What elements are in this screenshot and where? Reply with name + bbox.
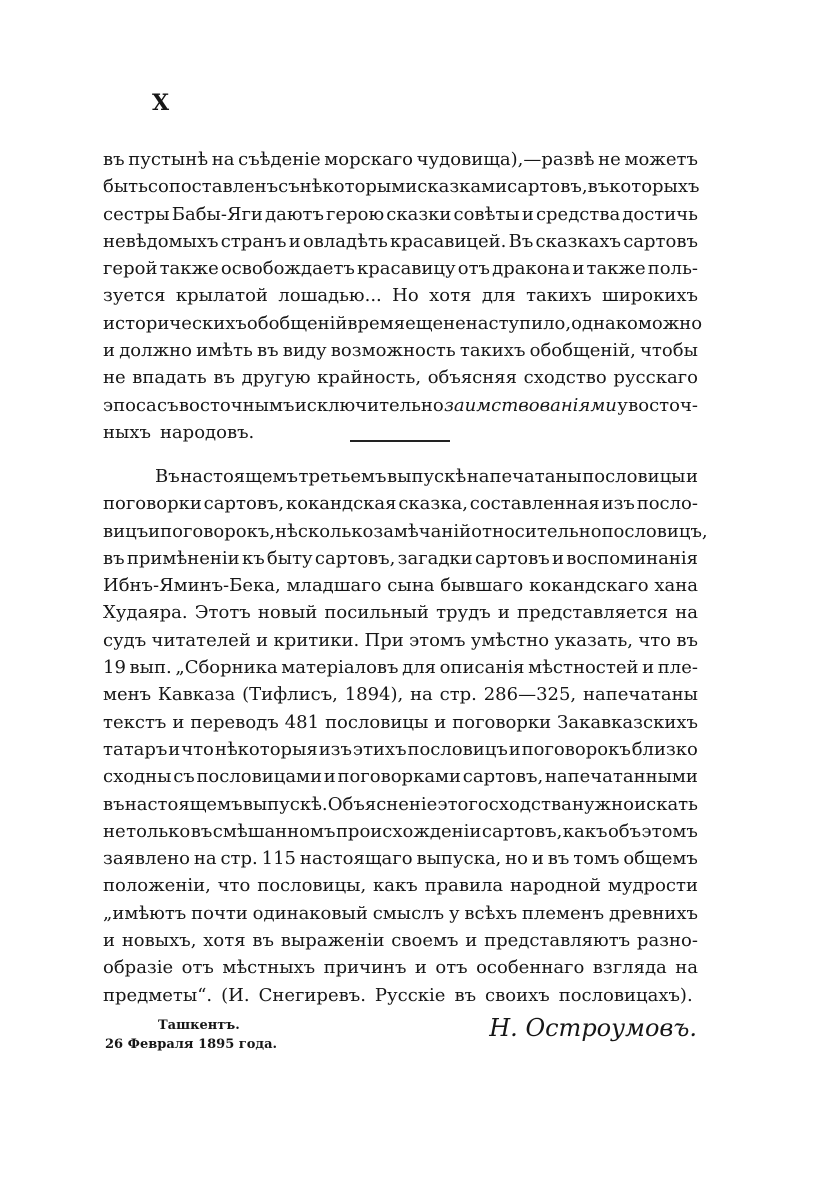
word: обобщеній: [246, 312, 348, 334]
word: средства: [535, 203, 621, 225]
word: смыслъ: [372, 902, 445, 924]
word: положеніи,: [103, 875, 211, 897]
word: какъ: [373, 875, 418, 897]
word: морскаго: [324, 149, 413, 170]
word: особеннаго: [476, 957, 585, 979]
word: умѣстно: [470, 629, 550, 651]
word: указать,: [554, 629, 633, 651]
word: нѣкоторыя: [214, 738, 318, 760]
word: мѣстныхъ: [222, 957, 316, 979]
word: новыхъ,: [121, 930, 197, 952]
word: 286—325,: [483, 684, 577, 706]
word: напечатаны: [582, 684, 698, 706]
word: поговорокъ: [521, 738, 631, 760]
word: имѣть: [196, 340, 253, 362]
word: странъ: [220, 230, 287, 252]
word: сходство: [523, 367, 607, 389]
word: кокандская: [285, 493, 397, 515]
word: заявлено: [103, 848, 190, 870]
text-line: [103, 982, 698, 1009]
word: на: [410, 684, 433, 706]
word: и: [531, 848, 544, 870]
word: и: [508, 738, 521, 760]
word: что: [638, 629, 672, 651]
word: ныхъ: [103, 421, 151, 443]
word: и: [521, 203, 534, 225]
word: (Тифлисъ,: [242, 684, 338, 706]
word: пле-: [657, 657, 698, 679]
text-line: [103, 364, 698, 391]
word: кокандскаго: [529, 575, 649, 597]
word: сартовъ,: [203, 493, 285, 515]
word: трудъ: [436, 602, 491, 624]
word: сартовъ,: [462, 766, 544, 788]
word: третьемъ: [298, 466, 387, 487]
word: При: [364, 629, 404, 651]
word: быть: [103, 176, 148, 198]
word: (И.: [221, 984, 250, 1006]
text-line: [103, 681, 698, 708]
word: правила: [424, 875, 504, 897]
word: чтобы: [640, 340, 698, 362]
text-line: [103, 146, 698, 173]
word: разно-: [636, 930, 698, 952]
word: и: [497, 602, 510, 624]
text-line: [103, 845, 698, 872]
word: причинъ: [323, 957, 407, 979]
word: загадки: [397, 547, 473, 569]
text-line: [103, 518, 708, 545]
word: должно: [119, 340, 192, 362]
word: поговорокъ,: [160, 520, 276, 542]
word: и: [551, 547, 564, 569]
word: этихъ: [352, 738, 407, 760]
word: и: [256, 629, 269, 651]
word: переводъ: [190, 711, 279, 733]
word: другую: [241, 367, 311, 389]
word: восточнымъ: [178, 394, 295, 416]
word: и: [323, 766, 336, 788]
word: и: [148, 520, 161, 542]
word: новый: [257, 602, 318, 624]
word: сына: [387, 575, 435, 597]
word: сартовъ,: [314, 547, 396, 569]
word: стр.: [220, 848, 258, 870]
place-name: Ташкентъ.: [158, 1018, 240, 1033]
word: представляютъ: [484, 930, 631, 952]
word: въ: [190, 820, 213, 842]
word: въ: [454, 984, 477, 1006]
word: взгляда: [592, 957, 667, 979]
word: русскаго: [613, 367, 698, 389]
word: достичь: [622, 203, 698, 225]
word: красавицу: [356, 258, 456, 280]
word: лошадью...: [278, 285, 382, 307]
word: пословицами: [196, 766, 323, 788]
word: посло-: [636, 493, 698, 515]
word: общемъ: [623, 848, 698, 870]
word: и: [465, 930, 478, 952]
word: предметы“.: [103, 984, 213, 1006]
word: и: [168, 738, 181, 760]
word: поговорками: [337, 766, 462, 788]
word: сказкахъ: [535, 230, 621, 252]
word: которыхъ: [609, 176, 700, 198]
word: исключительно: [294, 394, 444, 416]
text-line: [103, 545, 698, 572]
word: въ: [213, 367, 235, 389]
word: даютъ: [265, 203, 324, 225]
place-date-block: [105, 1016, 325, 1054]
text-line: [103, 791, 698, 818]
word: возможность: [330, 340, 456, 362]
word: на: [211, 149, 235, 170]
word: судъ: [103, 629, 147, 651]
word: зуется: [103, 285, 166, 307]
word: такихъ: [459, 340, 526, 362]
text-line: [103, 763, 698, 790]
word: въ: [676, 629, 698, 651]
word: народовъ.: [159, 421, 255, 443]
word: на: [193, 848, 217, 870]
text-line: [103, 337, 698, 364]
word: текстъ: [103, 711, 167, 733]
text-line: [103, 392, 698, 419]
word: настоящемъ: [180, 466, 298, 487]
word: отъ: [181, 957, 214, 979]
word: сходства: [488, 793, 572, 815]
text-line: [103, 173, 698, 200]
word: и: [414, 957, 427, 979]
text-line: [103, 654, 698, 681]
word: пословицахъ).: [558, 984, 693, 1006]
word: мѣстностей: [528, 657, 639, 679]
word: сказки: [386, 203, 452, 225]
word: что: [181, 738, 214, 760]
word: читателей: [151, 629, 251, 651]
word: и: [642, 657, 655, 679]
author-signature: Н. Остроумовъ.: [489, 1014, 697, 1042]
word: объясняя: [427, 367, 517, 389]
word: сходны: [103, 766, 172, 788]
word: всѣхъ: [464, 902, 518, 924]
word: составленная: [469, 493, 600, 515]
word: наступило,: [465, 312, 572, 334]
word: напечатанными: [544, 766, 698, 788]
word: сестры: [103, 203, 170, 225]
word: и: [288, 230, 301, 252]
word: настоящемъ: [124, 793, 243, 815]
text-line: [103, 255, 698, 282]
word: хана: [654, 575, 698, 597]
word: Худаяра.: [103, 602, 188, 624]
word: смѣшанномъ: [212, 820, 336, 842]
word: чудовища),—развѣ: [416, 149, 595, 170]
word: воспоминанія: [566, 547, 698, 569]
word: пословицъ: [407, 738, 508, 760]
word: пословицы: [582, 466, 686, 487]
word: одинаковый: [252, 902, 368, 924]
word: критики.: [273, 629, 360, 651]
word: сказка,: [398, 493, 468, 515]
word: выпускѣ.: [242, 793, 328, 815]
word: посильный: [324, 602, 429, 624]
word: своемъ: [391, 930, 459, 952]
word: на: [675, 602, 698, 624]
word: не: [103, 367, 126, 389]
word: 19: [103, 657, 126, 679]
paragraph-1: [103, 146, 703, 446]
text-line: [103, 954, 698, 981]
word: съ: [173, 766, 195, 788]
word: въ: [103, 149, 125, 170]
word: заимствованіями: [444, 394, 617, 416]
word: сартовъ: [623, 230, 698, 252]
word: эпоса: [103, 394, 157, 416]
word: и: [685, 466, 698, 487]
word: представляется: [517, 602, 669, 624]
word: не: [598, 149, 621, 170]
text-line: [103, 927, 698, 954]
word: не: [443, 312, 466, 334]
word: можно: [637, 312, 703, 334]
word: однако: [571, 312, 638, 334]
word: выпуска,: [416, 848, 502, 870]
word: отъ: [435, 957, 468, 979]
word: почти: [191, 902, 248, 924]
word: этомъ: [409, 629, 466, 651]
text-line: [103, 599, 698, 626]
word: что: [217, 875, 251, 897]
word: замѣчаній: [373, 520, 472, 542]
word: въ: [252, 930, 274, 952]
word: „Сборника: [175, 657, 278, 679]
word: Этотъ: [194, 602, 251, 624]
word: младшаго: [286, 575, 382, 597]
word: освобождаетъ: [220, 258, 355, 280]
word: историческихъ: [103, 312, 247, 334]
word: Снегиревъ.: [258, 984, 366, 1006]
word: Въ: [155, 466, 180, 487]
text-line: [103, 900, 698, 927]
word: Въ: [508, 230, 534, 252]
word: для: [402, 657, 437, 679]
word: хотя: [203, 930, 246, 952]
word: матеріаловъ: [281, 657, 399, 679]
word: 481: [284, 711, 320, 733]
word: можетъ: [624, 149, 698, 170]
word: 1894),: [344, 684, 404, 706]
word: какъ: [562, 820, 608, 842]
text-line: [103, 228, 698, 255]
word: близко: [631, 738, 698, 760]
word: дракона: [492, 258, 571, 280]
text-line: [103, 572, 698, 599]
word: также: [586, 258, 646, 280]
word: Кавказа: [157, 684, 236, 706]
text-line: [103, 282, 698, 309]
date-line: 26 Февраля 1895 года.: [105, 1037, 278, 1052]
word: описанія: [439, 657, 525, 679]
word: сартовъ,: [481, 820, 563, 842]
word: мудрости: [607, 875, 698, 897]
word: и: [434, 711, 447, 733]
word: изъ: [318, 738, 352, 760]
word: происхожденіи: [335, 820, 482, 842]
word: татаръ: [103, 738, 168, 760]
word: своихъ: [485, 984, 550, 1006]
word: совѣты: [453, 203, 520, 225]
word: хотя: [429, 285, 472, 307]
word: и: [103, 930, 115, 952]
word: выпускѣ: [387, 466, 467, 487]
word: у: [617, 394, 628, 416]
word: поль-: [647, 258, 698, 280]
word: образіе: [103, 957, 174, 979]
word: менъ: [103, 684, 152, 706]
section-divider: [350, 440, 450, 442]
text-line: [103, 627, 698, 654]
word: на: [675, 957, 698, 979]
word: овладѣть: [302, 230, 388, 252]
word: вицъ: [103, 520, 149, 542]
word: отъ: [457, 258, 490, 280]
word: поговорки: [103, 493, 202, 515]
word: племенъ: [521, 902, 605, 924]
word: герой: [103, 258, 158, 280]
text-line: [103, 818, 698, 845]
word: время: [347, 312, 406, 334]
word: пословицы,: [257, 875, 367, 897]
word: пословицъ,: [601, 520, 708, 542]
word: не: [103, 820, 126, 842]
word: Закавказскихъ: [557, 711, 698, 733]
word: быту: [266, 547, 313, 569]
word: съ: [157, 394, 179, 416]
word: нѣкоторыми: [299, 176, 418, 198]
word: сказками: [417, 176, 508, 198]
word: и: [103, 340, 115, 362]
word: въ: [547, 848, 570, 870]
word: но: [505, 848, 528, 870]
word: этомъ: [641, 820, 698, 842]
text-line: [103, 490, 698, 517]
word: „имѣютъ: [103, 902, 187, 924]
word: въ: [103, 547, 125, 569]
word: 115: [261, 848, 296, 870]
word: сопоставленъ: [147, 176, 279, 198]
word: съѣденіе: [238, 149, 321, 170]
word: нужно: [571, 793, 634, 815]
text-line: [103, 736, 698, 763]
word: и: [172, 711, 185, 733]
word: Бабы-Яги: [171, 203, 263, 225]
text-line: [103, 463, 698, 490]
word: красавицей.: [389, 230, 507, 252]
word: сартовъ: [474, 547, 550, 569]
word: Объясненіе: [327, 793, 438, 815]
word: Ибнъ-Яминъ-Бека,: [103, 575, 281, 597]
word: искать: [634, 793, 698, 815]
word: восточ-: [628, 394, 698, 416]
word: къ: [241, 547, 265, 569]
word: относительно: [471, 520, 602, 542]
text-line: [103, 709, 698, 736]
word: только: [126, 820, 191, 842]
word: въ: [256, 340, 279, 362]
word: широкихъ: [602, 285, 698, 307]
word: Русскіе: [374, 984, 446, 1006]
word: крайность,: [317, 367, 422, 389]
word: примѣненіи: [126, 547, 240, 569]
word: напечатаны: [466, 466, 582, 487]
word: томъ: [573, 848, 620, 870]
word: также: [159, 258, 219, 280]
word: пустынѣ: [128, 149, 209, 170]
word: для: [481, 285, 516, 307]
word: стр.: [439, 684, 477, 706]
page-number: X: [152, 90, 170, 116]
word: невѣдомыхъ: [103, 230, 219, 252]
word: у: [448, 902, 460, 924]
word: Но: [392, 285, 419, 307]
text-line: [103, 201, 698, 228]
word: вып.: [129, 657, 172, 679]
word: въ: [587, 176, 610, 198]
word: выраженіи: [280, 930, 385, 952]
word: этого: [437, 793, 489, 815]
word: въ: [103, 793, 125, 815]
word: настоящаго: [299, 848, 413, 870]
word: обобщеній,: [529, 340, 636, 362]
word: поговорки: [452, 711, 552, 733]
word: впадать: [132, 367, 207, 389]
word: бывшаго: [440, 575, 524, 597]
word: народной: [510, 875, 602, 897]
word: нѣсколько: [275, 520, 374, 542]
word: герою: [326, 203, 385, 225]
word: и: [572, 258, 585, 280]
word: объ: [607, 820, 642, 842]
word: виду: [282, 340, 327, 362]
word: крылатой: [175, 285, 268, 307]
word: такихъ: [526, 285, 592, 307]
word: изъ: [601, 493, 635, 515]
text-line: [103, 872, 698, 899]
word: еще: [405, 312, 444, 334]
paragraph-2: [103, 463, 708, 1009]
word: съ: [278, 176, 300, 198]
text-line: [103, 419, 698, 446]
word: сартовъ,: [507, 176, 588, 198]
text-line: [103, 310, 703, 337]
word: древнихъ: [608, 902, 698, 924]
word: пословицы: [325, 711, 429, 733]
